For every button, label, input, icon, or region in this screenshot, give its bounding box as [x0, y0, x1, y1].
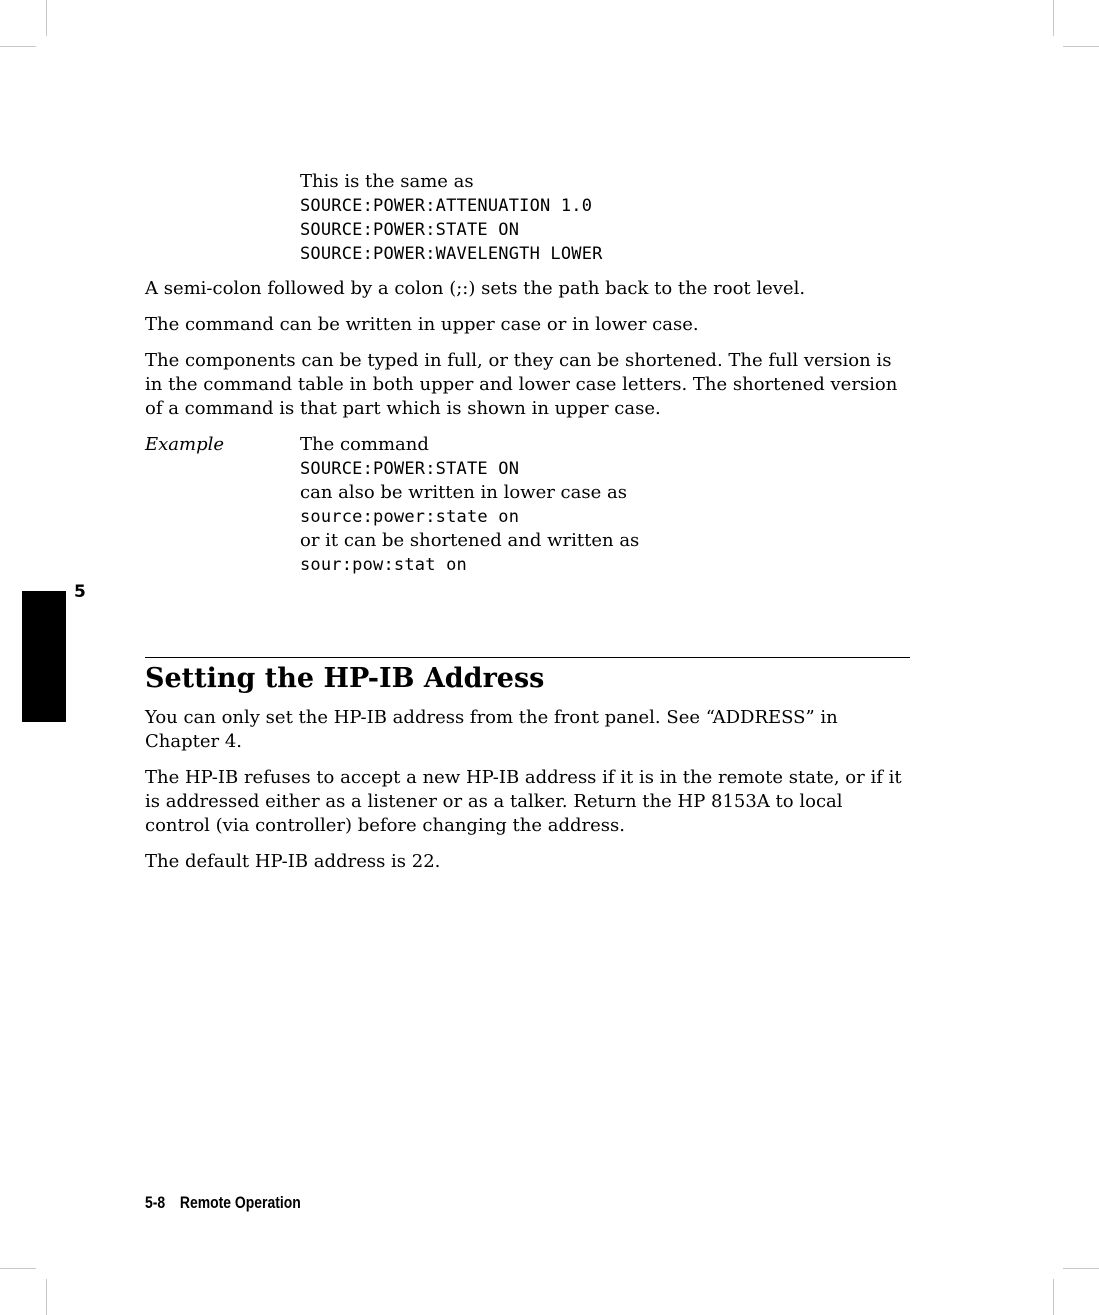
example-line-2: can also be written in lower case as	[300, 482, 627, 503]
example-block	[300, 433, 639, 577]
example-code-1: SOURCE:POWER:STATE ON	[300, 459, 520, 479]
section-paragraph-front-panel: You can only set the HP-IB address from the front panel. See “ADDRESS” in Chapter 4.	[145, 707, 838, 752]
example-code-2: source:power:state on	[300, 507, 520, 527]
same-as-block	[300, 170, 603, 266]
example-code-3: sour:pow:stat on	[300, 555, 467, 575]
crop-mark	[46, 1279, 47, 1315]
paragraph-case: The command can be written in upper case or in lower case.	[145, 314, 699, 335]
crop-mark	[1053, 0, 1054, 36]
section-paragraph-refuses: The HP-IB refuses to accept a new HP-IB address if it is in the remote state, or if it is addressed either as a listener or as a talker. Return the HP 8153A to local control (via controller) before changing the address.	[145, 767, 902, 836]
section-heading: Setting the HP-IB Address	[145, 663, 545, 694]
page-footer	[145, 1193, 301, 1213]
example-line-1: The command	[300, 434, 429, 455]
code-line-wavelength: SOURCE:POWER:WAVELENGTH LOWER	[300, 244, 603, 264]
same-as-intro: This is the same as	[300, 171, 474, 192]
example-line-3: or it can be shortened and written as	[300, 530, 640, 551]
crop-mark	[0, 1268, 36, 1269]
crop-mark	[1053, 1279, 1054, 1315]
footer-title: Remote Operation	[179, 1193, 301, 1212]
crop-mark	[46, 0, 47, 36]
crop-mark	[1063, 1268, 1099, 1269]
crop-mark	[0, 46, 36, 47]
code-line-attenuation: SOURCE:POWER:ATTENUATION 1.0	[300, 196, 593, 216]
footer-page-number: 5-8	[145, 1193, 166, 1212]
crop-mark	[1063, 46, 1099, 47]
chapter-tab	[22, 591, 66, 722]
chapter-number: 5	[74, 582, 86, 602]
example-label: Example	[145, 434, 225, 455]
paragraph-semicolon-colon: A semi-colon followed by a colon (;:) sets the path back to the root level.	[145, 278, 806, 299]
paragraph-components: The components can be typed in full, or they can be shortened. The full version is in the command table in both upper and lower case letters. The shortened version of a command is that part which is shown in upper case.	[145, 350, 898, 419]
section-rule	[145, 657, 910, 658]
section-paragraph-default: The default HP-IB address is 22.	[145, 851, 441, 872]
code-line-state: SOURCE:POWER:STATE ON	[300, 220, 520, 240]
